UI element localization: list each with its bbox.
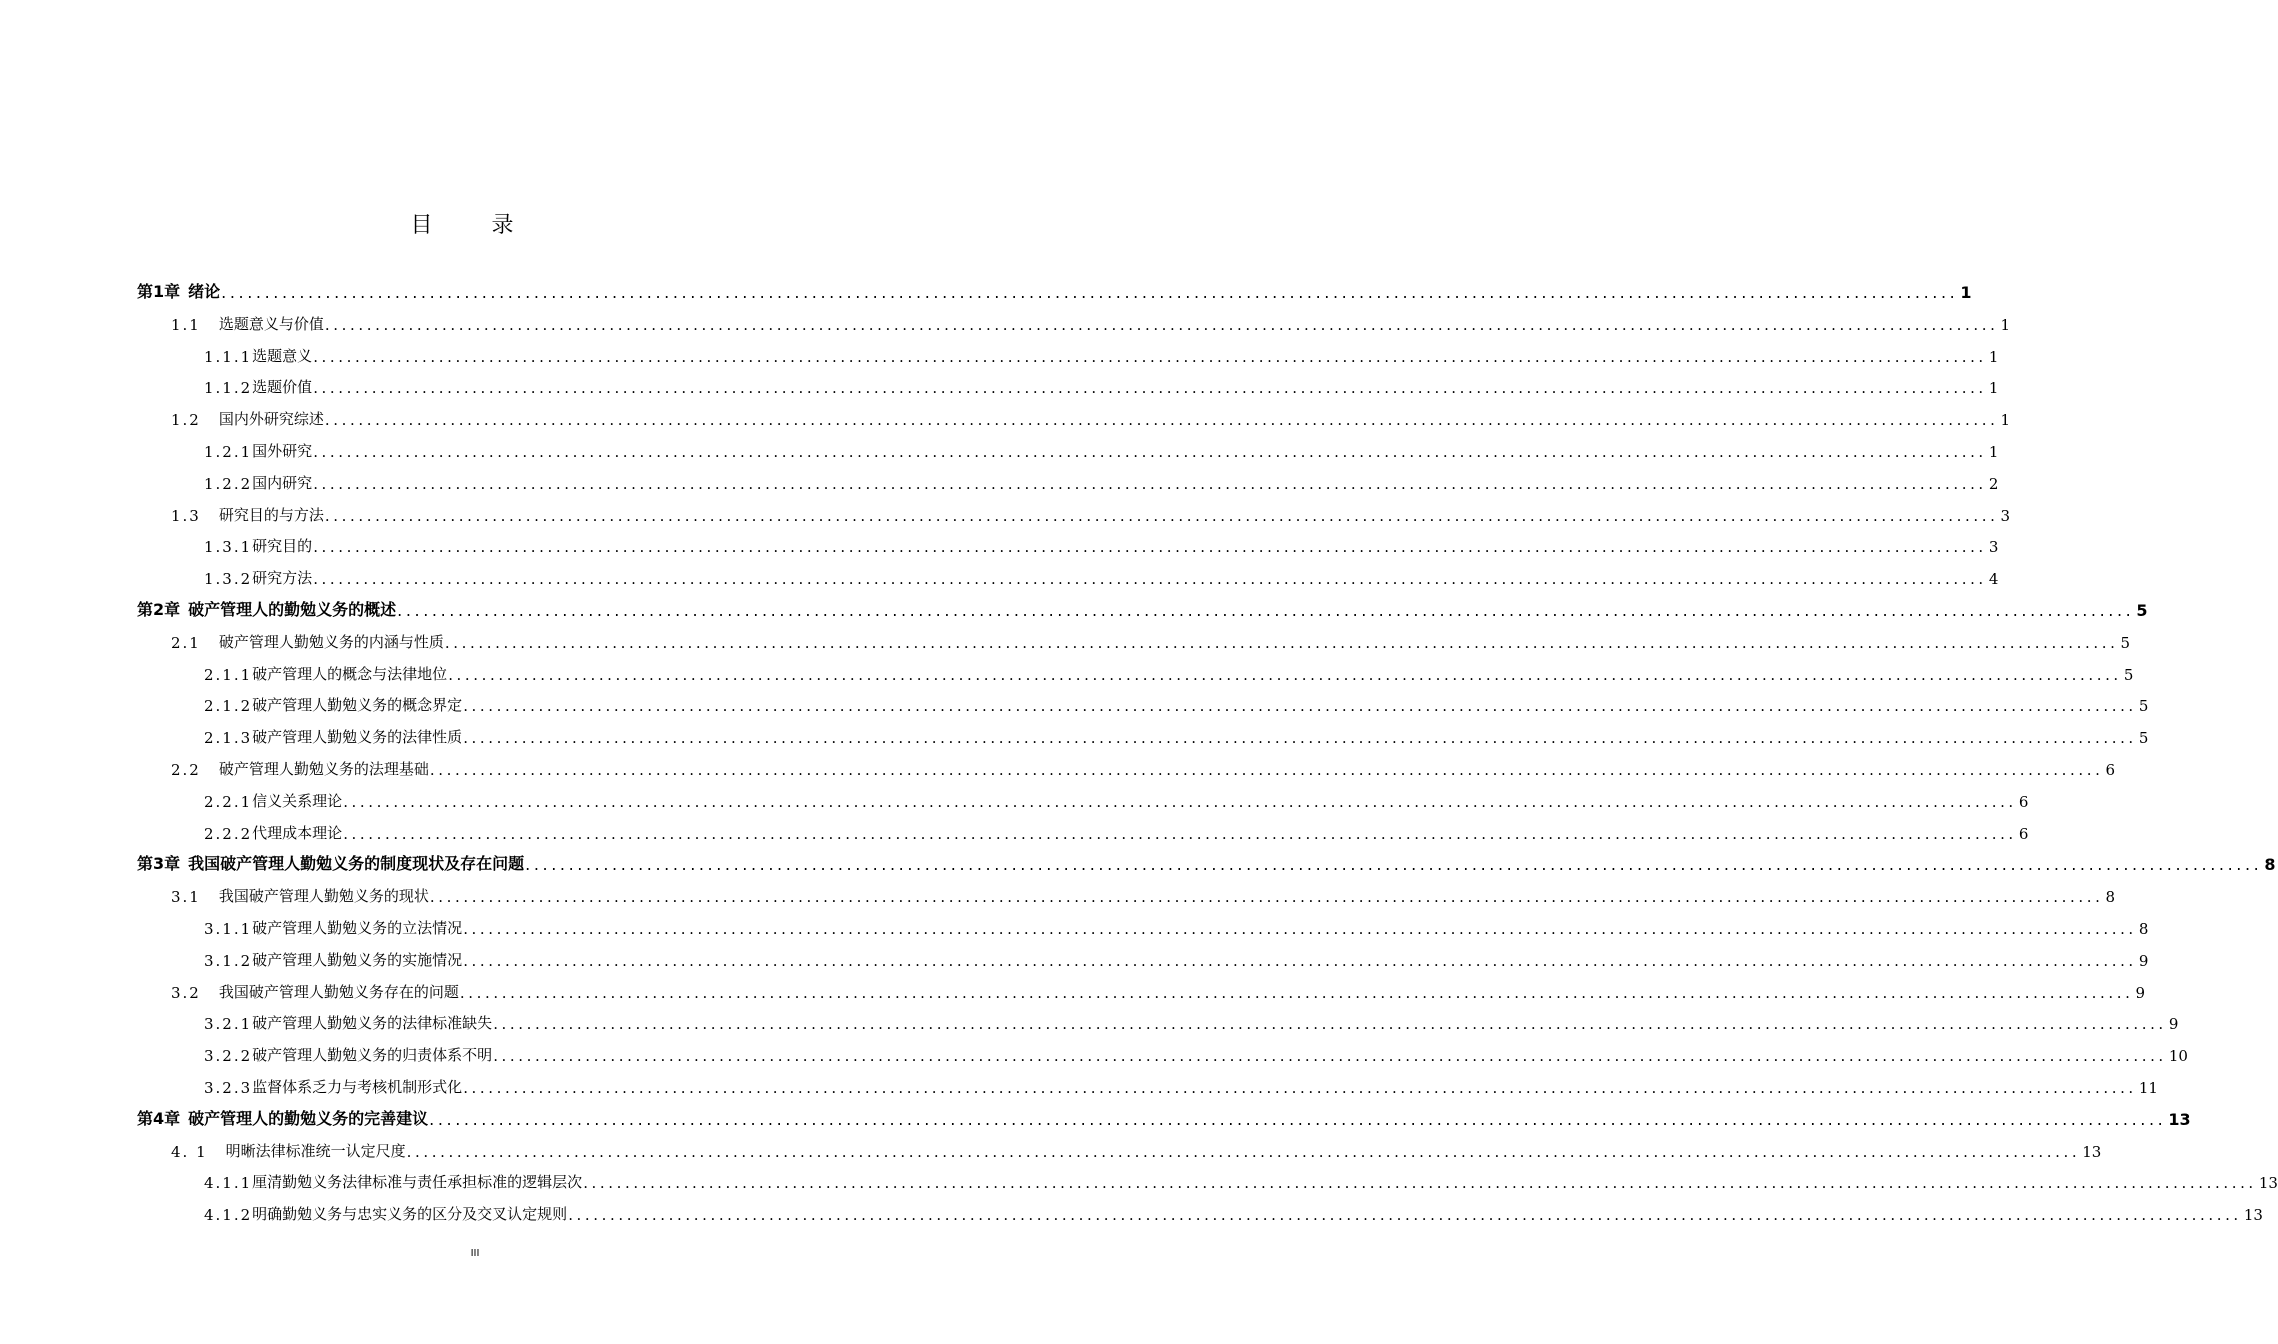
toc-dot-leader: ........................................................................................................................................................................................................ — [463, 920, 2137, 938]
toc-entry-page-number: 5 — [2138, 697, 2149, 716]
toc-dot-leader: ........................................................................................................................................................................................................ — [463, 1079, 2137, 1097]
toc-entry-page-number: 13 — [2168, 1109, 2191, 1129]
toc-entry-number: 1.3 — [171, 506, 201, 525]
toc-entry[interactable] — [171, 1139, 2102, 1161]
toc-entry[interactable] — [171, 312, 2011, 334]
toc-entry-page-number: 2 — [1988, 474, 1999, 493]
toc-entry-page-number: 5 — [2123, 665, 2134, 684]
toc-entry[interactable] — [204, 916, 2149, 938]
toc-entry-label: 国内研究 — [252, 473, 313, 492]
toc-entry[interactable] — [204, 439, 1999, 461]
toc-entry-number: 3.2.2 — [204, 1047, 253, 1066]
toc-entry[interactable] — [137, 598, 2148, 620]
toc-entry-page-number: 8 — [2105, 888, 2116, 907]
toc-entry-label: 信义关系理论 — [252, 791, 343, 810]
toc-entry-label: 选题价值 — [252, 378, 313, 397]
toc-entry-page-number: 9 — [2135, 983, 2146, 1002]
toc-entry-number: 1.3.2 — [204, 570, 253, 589]
toc-entry-label: 破产管理人的勤勉义务的完善建议 — [188, 1108, 429, 1128]
toc-entry[interactable] — [204, 344, 1999, 366]
toc-entry-number: 4.1.1 — [204, 1174, 253, 1193]
toc-entry-number: 2.1.3 — [204, 729, 253, 748]
toc-dot-leader: ........................................................................................................................................................................................................ — [406, 1142, 2081, 1161]
toc-entry-label: 破产管理人勤勉义务的内涵与性质 — [218, 632, 444, 651]
toc-entry-page-number: 1 — [2000, 411, 2011, 430]
toc-entry-number: 4. 1 — [171, 1142, 208, 1161]
toc-entry-label: 监督体系乏力与考核机制形式化 — [252, 1078, 463, 1096]
toc-entry[interactable] — [171, 630, 2131, 652]
toc-dot-leader: ........................................................................................................................................................................................................ — [313, 379, 1987, 398]
toc-entry-page-number: 3 — [2000, 506, 2011, 525]
toc-entry-label: 国外研究 — [252, 442, 313, 460]
toc-dot-leader: ........................................................................................................................................................................................................ — [444, 633, 2119, 652]
page-footer-number: III — [470, 1248, 480, 1259]
toc-entry-label: 破产管理人勤勉义务的法理基础 — [218, 760, 429, 778]
toc-entry-number: 3.1.2 — [204, 951, 253, 970]
toc-dot-leader: ........................................................................................................................................................................................................ — [397, 601, 2135, 620]
toc-entry-number: 第2章 — [137, 600, 181, 619]
toc-dot-leader: ........................................................................................................................................................................................................ — [313, 538, 1987, 557]
toc-dot-leader: ........................................................................................................................................................................................................ — [343, 792, 2017, 811]
toc-entry[interactable] — [204, 375, 1999, 398]
toc-entry-page-number: 1 — [1988, 347, 1999, 366]
toc-entry-number: 2.2.1 — [204, 792, 253, 811]
toc-dot-leader: ........................................................................................................................................................................................................ — [313, 474, 1987, 493]
toc-entry-label: 国内外研究综述 — [218, 410, 324, 429]
toc-entry[interactable] — [204, 1043, 2188, 1066]
toc-entry[interactable] — [137, 1107, 2191, 1129]
toc-entry-label: 破产管理人勤勉义务的法律标准缺失 — [252, 1014, 493, 1033]
toc-entry[interactable] — [204, 1170, 2278, 1193]
toc-entry-page-number: 5 — [2138, 729, 2149, 748]
toc-dot-leader: ........................................................................................................................................................................................................ — [429, 761, 2104, 779]
toc-entry[interactable] — [204, 662, 2134, 684]
toc-entry[interactable] — [171, 407, 2011, 430]
toc-entry-number: 1.3.1 — [204, 538, 253, 557]
toc-entry-number: 3.2 — [171, 983, 201, 1002]
toc-entry-page-number: 13 — [2082, 1142, 2102, 1161]
toc-entry-number: 3.1 — [171, 888, 201, 907]
toc-dot-leader: ........................................................................................................................................................................................................ — [313, 443, 1987, 461]
toc-entry-label: 破产管理人的概念与法律地位 — [252, 664, 448, 683]
toc-entry-label: 我国破产管理人勤勉义务存在的问题 — [218, 982, 459, 1001]
toc-entry-label: 我国破产管理人勤勉义务的现状 — [218, 887, 429, 906]
toc-entry-number: 1.2 — [171, 411, 201, 430]
toc-entry-number: 1.1 — [171, 315, 201, 334]
toc-entry-label: 破产管理人的勤勉义务的概述 — [188, 600, 397, 619]
toc-entry-label: 代理成本理论 — [252, 823, 343, 842]
toc-entry[interactable] — [204, 534, 1999, 557]
toc-entry[interactable] — [204, 725, 2149, 748]
toc-dot-leader: ........................................................................................................................................................................................................ — [313, 347, 1987, 366]
toc-entry-label: 破产管理人勤勉义务的概念界定 — [252, 696, 463, 715]
toc-entry-label: 研究目的与方法 — [218, 505, 324, 524]
toc-dot-leader: ........................................................................................................................................................................................................ — [313, 570, 1987, 589]
toc-entry-label: 绪论 — [188, 282, 221, 301]
toc-entry-label: 明确勤勉义务与忠实义务的区分及交叉认定规则 — [252, 1205, 568, 1224]
toc-entry[interactable] — [204, 1011, 2179, 1034]
toc-entry[interactable] — [171, 884, 2116, 907]
toc-dot-leader: ........................................................................................................................................................................................................ — [343, 824, 2017, 843]
toc-entry-page-number: 9 — [2168, 1015, 2179, 1034]
toc-entry[interactable] — [204, 693, 2149, 716]
toc-dot-leader: ........................................................................................................................................................................................................ — [463, 951, 2137, 970]
toc-dot-leader: ........................................................................................................................................................................................................ — [493, 1015, 2167, 1034]
toc-entry[interactable] — [204, 948, 2149, 970]
toc-entry[interactable] — [204, 1075, 2158, 1097]
toc-dot-leader: ........................................................................................................................................................................................................ — [429, 888, 2104, 907]
toc-entry[interactable] — [204, 1202, 2263, 1225]
toc-entry-number: 1.1.1 — [204, 347, 253, 366]
toc-dot-leader: ........................................................................................................................................................................................................ — [324, 506, 1999, 525]
toc-entry-number: 3.1.1 — [204, 920, 253, 938]
toc-entry-number: 1.2.2 — [204, 474, 253, 493]
toc-entry-number: 1.2.1 — [204, 443, 253, 461]
toc-entry[interactable] — [204, 821, 2029, 843]
toc-entry-label: 选题意义与价值 — [218, 314, 324, 333]
toc-entry-number: 2.1.2 — [204, 697, 253, 716]
toc-entry[interactable] — [171, 980, 2146, 1002]
toc-entry-number: 1.1.2 — [204, 379, 253, 398]
toc-entry-number: 2.2 — [171, 761, 201, 779]
toc-entry-page-number: 6 — [2018, 792, 2029, 811]
toc-entry-page-number: 13 — [2243, 1206, 2263, 1225]
toc-entry-label: 我国破产管理人勤勉义务的制度现状及存在问题 — [188, 854, 525, 874]
toc-entry-number: 第1章 — [137, 282, 181, 301]
toc-entry-number: 第4章 — [137, 1108, 181, 1128]
toc-entry-number: 3.2.1 — [204, 1015, 253, 1034]
toc-entry[interactable] — [137, 852, 2276, 875]
toc-entry-page-number: 8 — [2138, 920, 2149, 938]
toc-entry-number: 2.2.2 — [204, 824, 253, 843]
toc-entry-number: 第3章 — [137, 854, 181, 874]
toc-dot-leader: ........................................................................................................................................................................................................ — [429, 1109, 2167, 1129]
toc-entry-page-number: 1 — [1960, 283, 1972, 302]
toc-entry[interactable] — [204, 566, 1999, 589]
toc-entry-label: 选题意义 — [252, 346, 313, 365]
toc-entry-page-number: 9 — [2138, 951, 2149, 970]
toc-entry-page-number: 8 — [2264, 855, 2276, 875]
toc-entry-label: 研究方法 — [252, 569, 313, 588]
toc-entry-label: 研究目的 — [252, 537, 313, 556]
toc-dot-leader: ........................................................................................................................................................................................................ — [324, 315, 1999, 334]
toc-entry-page-number: 13 — [2258, 1174, 2278, 1193]
toc-dot-leader: ........................................................................................................................................................................................................ — [463, 697, 2137, 716]
toc-entry-label: 厘清勤勉义务法律标准与责任承担标准的逻辑层次 — [252, 1173, 583, 1192]
toc-entry-number: 2.1 — [171, 633, 201, 652]
toc-entry-label: 破产管理人勤勉义务的立法情况 — [252, 919, 463, 937]
toc-entry-page-number: 11 — [2138, 1079, 2158, 1097]
toc-entry-page-number: 1 — [1988, 443, 1999, 461]
toc-entry-page-number: 4 — [1988, 570, 1999, 589]
toc-dot-leader: ........................................................................................................................................................................................................ — [221, 283, 1959, 302]
toc-dot-leader: ........................................................................................................................................................................................................ — [493, 1047, 2167, 1066]
toc-dot-leader: ........................................................................................................................................................................................................ — [525, 855, 2263, 875]
toc-dot-leader: ........................................................................................................................................................................................................ — [324, 411, 1999, 430]
toc-entry-page-number: 3 — [1988, 538, 1999, 557]
toc-entry[interactable] — [137, 280, 1972, 302]
toc-entry-number: 4.1.2 — [204, 1206, 253, 1225]
toc-entry-page-number: 5 — [2120, 633, 2131, 652]
toc-dot-leader: ........................................................................................................................................................................................................ — [463, 729, 2137, 748]
toc-entry[interactable] — [171, 503, 2011, 525]
toc-entry-page-number: 1 — [1988, 379, 1999, 398]
toc-entry-label: 明晰法律标准统一认定尺度 — [225, 1141, 406, 1160]
toc-entry[interactable] — [204, 789, 2029, 811]
toc-dot-leader: ........................................................................................................................................................................................................ — [448, 665, 2122, 684]
toc-entry-page-number: 1 — [2000, 315, 2011, 334]
toc-entry-number: 2.1.1 — [204, 665, 253, 684]
toc-entry-page-number: 6 — [2018, 824, 2029, 843]
toc-entry-label: 破产管理人勤勉义务的归责体系不明 — [252, 1046, 493, 1065]
page-title: 目 录 — [410, 213, 540, 238]
toc-entry-page-number: 10 — [2168, 1047, 2188, 1066]
toc-dot-leader: ........................................................................................................................................................................................................ — [459, 983, 2134, 1002]
toc-dot-leader: ........................................................................................................................................................................................................ — [583, 1174, 2257, 1193]
toc-entry-number: 3.2.3 — [204, 1079, 253, 1097]
toc-entry-label: 破产管理人勤勉义务的实施情况 — [252, 950, 463, 969]
toc-entry-label: 破产管理人勤勉义务的法律性质 — [252, 728, 463, 747]
toc-entry-page-number: 5 — [2136, 601, 2148, 620]
toc-entry[interactable] — [171, 757, 2116, 779]
toc-entry-page-number: 6 — [2105, 761, 2116, 779]
toc-dot-leader: ........................................................................................................................................................................................................ — [568, 1206, 2242, 1225]
toc-entry[interactable] — [204, 471, 1999, 493]
